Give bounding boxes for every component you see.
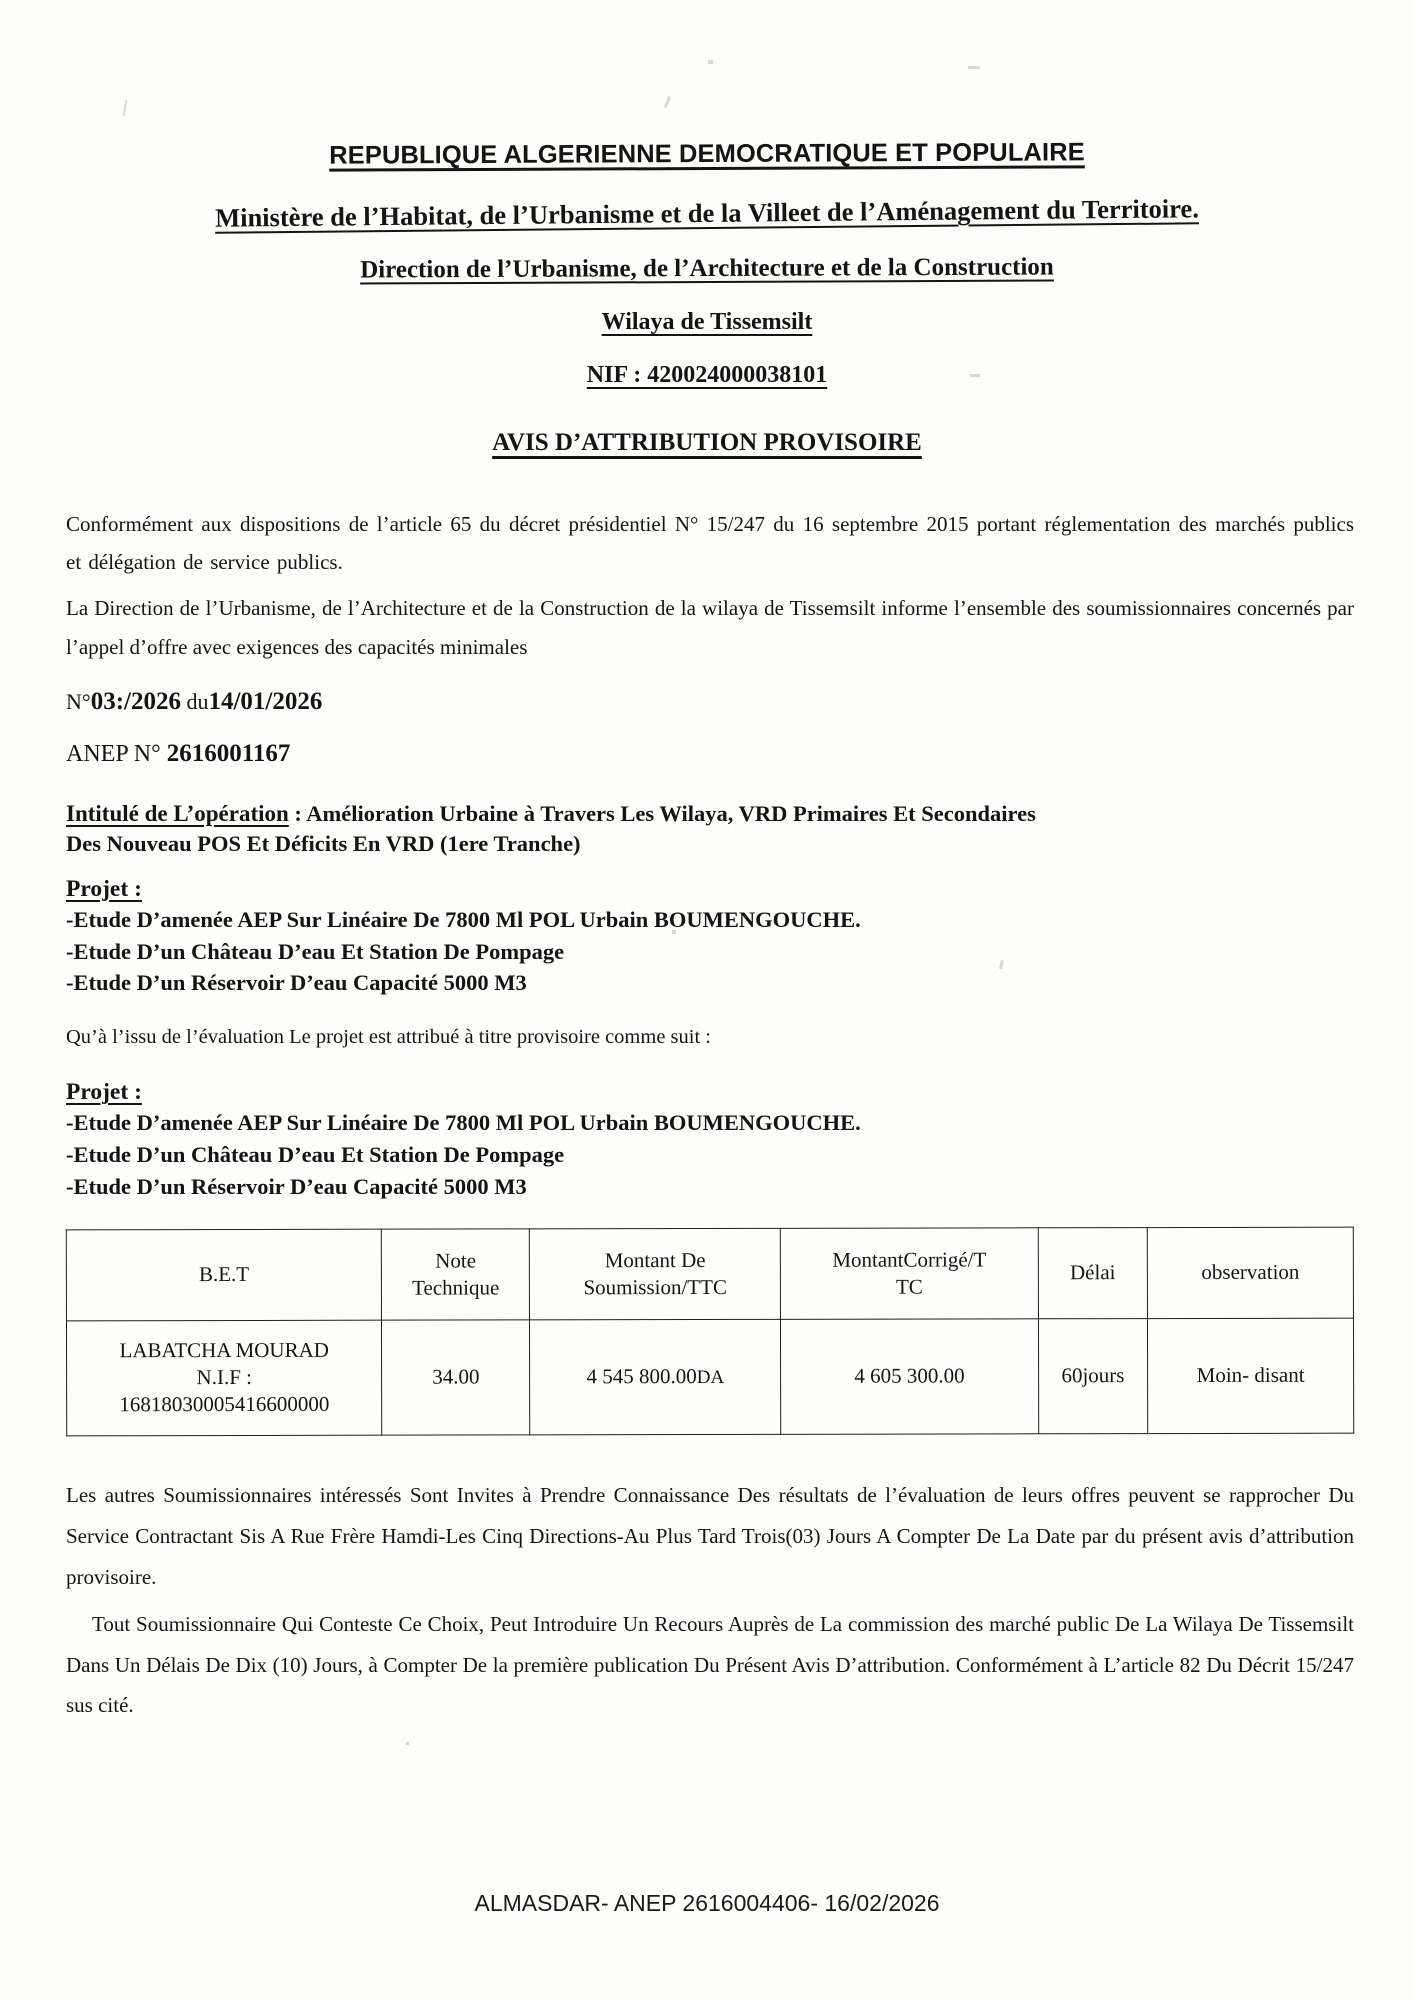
column-header-corrige-line2: TC [895, 1274, 923, 1299]
header-direction: Direction de l’Urbanisme, de l’Architecture et de la Construction [360, 253, 1054, 284]
closing-paragraph-1: Les autres Soumissionnaires intéressés Sont Invites à Prendre Connaissance Des résultats de l’évaluation de leurs offres peuvent se rapprocher Du Service Contractant Sis A Rue Frère Hamdi-Les Cinq Directions-Au Plus Tard Trois(03) Jours A Compter De La Date par du présent avis d’attribution provisoire. [66, 1482, 1354, 1589]
project-item-1-3: -Etude D’un Réservoir D’eau Capacité 5000 M3 [66, 970, 527, 996]
closing-paragraph-2: Tout Soumissionnaire Qui Conteste Ce Choix, Peut Introduire Un Recours Auprès de La commission des marché public De La Wilaya De Tissemsilt Dans Un Délais De Dix (10) Jours, à Compter De la première publication Du Présent Avis D’attribution. Conformément à L’article 82 Du Décrit 15/247 sus cité. [66, 1611, 1354, 1718]
column-header-montant-soumission [530, 1229, 781, 1320]
tender-reference [66, 688, 1354, 716]
page-title: AVIS D’ATTRIBUTION PROVISOIRE [492, 429, 922, 456]
operation-value-line2: Des Nouveau POS Et Déficits En VRD (1ere Tranche) [66, 831, 581, 857]
column-header-observation [1147, 1227, 1353, 1318]
project-item-1-1: -Etude D’amenée AEP Sur Linéaire De 7800 Ml POL Urbain BOUMENGOUCHE. [66, 906, 861, 932]
column-header-note-technique [382, 1229, 530, 1320]
tender-reference-number: 03:/2026 [90, 687, 181, 715]
column-header-delai [1038, 1228, 1148, 1319]
award-table-wrapper [66, 1228, 1354, 1435]
project-section-1 [66, 860, 1354, 999]
operation-separator: : [288, 800, 307, 826]
anep-number: 2616001167 [166, 739, 291, 767]
column-header-observation-line1: observation [1201, 1260, 1300, 1285]
project-section-2 [66, 1063, 1354, 1202]
tender-reference-mid: du [180, 688, 209, 714]
project-item-1-2: -Etude D’un Château D’eau Et Station De Pompage [66, 938, 565, 964]
cell-bet [66, 1320, 382, 1436]
document-footer: ALMASDAR- ANEP 2616004406- 16/02/2026 [474, 1890, 940, 1916]
header-republic: REPUBLIQUE ALGERIENNE DEMOCRATIQUE ET POPULAIRE [329, 138, 1085, 170]
document-body [0, 505, 1414, 1726]
bet-name: LABATCHA MOURAD [119, 1337, 329, 1363]
cell-observation: Moin- disant [1148, 1318, 1354, 1433]
table-row [66, 1318, 1353, 1436]
project-label-1: Projet : [66, 875, 142, 902]
header-wilaya: Wilaya de Tissemsilt [601, 309, 813, 335]
cell-note-technique: 34.00 [382, 1320, 530, 1435]
award-table [66, 1227, 1354, 1436]
cell-montant-corrige: 4 605 300.00 [781, 1319, 1039, 1434]
bet-nif-value: 16818030005416600000 [119, 1392, 330, 1417]
column-header-delai-line1: Délai [1069, 1260, 1116, 1285]
evaluation-statement: Qu’à l’issu de l’évaluation Le projet est attribué à titre provisoire comme suit : [66, 1026, 711, 1049]
anep-reference [66, 740, 1354, 768]
anep-label: ANEP N° [66, 740, 161, 767]
project-item-2-2: -Etude D’un Château D’eau Et Station De Pompage [66, 1142, 565, 1168]
header-ministry: Ministère de l’Habitat, de l’Urbanisme et de la Villeet de l’Aménagement du Territoire. [214, 193, 1200, 233]
project-item-2-3: -Etude D’un Réservoir D’eau Capacité 5000 M3 [66, 1174, 527, 1200]
tender-reference-prefix: N° [66, 688, 91, 714]
paragraph-legal-basis: Conformément aux dispositions de l’article 65 du décret présidentiel N° 15/247 du 16 septembre 2015 portant réglementation des marchés publics et délégation de service publics. [66, 512, 1354, 575]
column-header-bet-line1: B.E.T [198, 1262, 250, 1287]
table-header-row [66, 1227, 1353, 1320]
montant-soumission-currency: DA [696, 1366, 725, 1389]
column-header-note-line2: Technique [412, 1275, 500, 1300]
closing-section [66, 1475, 1354, 1727]
document-header [0, 140, 1414, 457]
column-header-bet [66, 1229, 382, 1320]
project-label-2: Projet : [66, 1079, 142, 1106]
project-item-2-1: -Etude D’amenée AEP Sur Linéaire De 7800 Ml POL Urbain BOUMENGOUCHE. [66, 1110, 861, 1136]
paragraph-announcement: La Direction de l’Urbanisme, de l’Architecture et de la Construction de la wilaya de Tissemsilt informe l’ensemble des soumissionnaires concernés par l’appel d’offre avec exigences des capacités minimales [66, 596, 1354, 659]
column-header-montant-line2: Soumission/TTC [583, 1274, 727, 1300]
tender-reference-date: 14/01/2026 [208, 687, 323, 715]
header-nif: NIF : 420024000038101 [586, 362, 828, 388]
column-header-montant-line1: Montant De [604, 1248, 706, 1273]
column-header-corrige-line1: MontantCorrigé/T [832, 1247, 987, 1272]
column-header-note-line1: Note [435, 1248, 477, 1273]
scan-speck [406, 1742, 409, 1745]
bet-nif-label: N.I.F : [196, 1365, 252, 1390]
column-header-montant-corrige [781, 1228, 1039, 1319]
montant-soumission-value: 4 545 800.00 [586, 1364, 697, 1389]
cell-delai: 60jours [1038, 1318, 1148, 1433]
operation-label: Intitulé de L’opération [66, 800, 289, 826]
operation-value-line1: Amélioration Urbaine à Travers Les Wilaya, VRD Primaires Et Secondaires [306, 800, 1036, 826]
operation-title [66, 798, 1354, 829]
cell-montant-soumission [530, 1319, 781, 1434]
